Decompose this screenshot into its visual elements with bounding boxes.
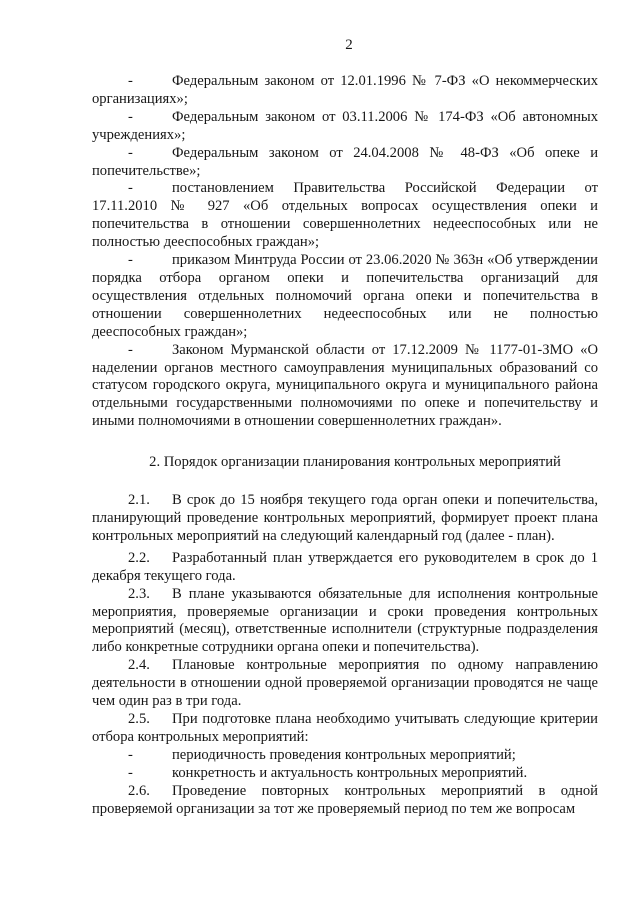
list-dash: - [128,764,133,781]
clause-text: В срок до 15 ноября текущего года орган опеки и попечительства, планирующий проведение контрольных мероприятий, формирует проект плана контрольных мероприятий на следующий календарный год (далее - план). [92,492,598,544]
list-item-text: приказом Минтруда России от 23.06.2020 № 363н «Об утверждении порядка отбора органом опеки и попечительства организаций для осуществления отдельных полномочий органа опеки и попечительства в отношении совершеннолетних недееспособных или не полностью дееспособных граждан»; [92,252,598,340]
clause-text: Разработанный план утверждается его руководителем в срок до 1 декабря текущего года. [92,549,598,584]
list-dash: - [128,746,133,763]
list-item-text: Федеральным законом от 12.01.1996 № 7-ФЗ «О некоммерческих организациях»; [92,73,598,107]
list-item-text: Федеральным законом от 24.04.2008 № 48-ФЗ «Об опеке и попечительстве»; [92,144,598,179]
list-item [92,73,598,109]
clauses [92,492,598,818]
list-dash: - [128,144,133,161]
list-item [92,180,598,252]
clause [92,550,598,586]
list-dash: - [128,252,133,269]
clause [92,492,598,546]
clause-text: Плановые контрольные мероприятия по одному направлению деятельности в отношении одной проверяемой организации проводятся не чаще чем один раз в три года. [92,657,598,710]
list-dash: - [128,108,133,125]
clause-text: При подготовке плана необходимо учитывать следующие критерии отбора контрольных мероприятий: [92,711,598,745]
legal-basis-list [92,73,598,431]
clause-number: 2.1. [128,492,150,509]
list-item [92,342,598,432]
list-item-text: Законом Мурманской области от 17.12.2009 № 1177-01-ЗМО «О наделении органов местного самоуправления муниципальных образований со статусом городского округа, муниципального округа и муниципального района отдельными государственными полномочиями по опеке и попечительству и иными полномочиями в отношении совершеннолетних граждан». [92,341,598,430]
clause [92,586,598,658]
clause-number: 2.5. [128,711,150,727]
list-item-text: постановлением Правительства Российской Федерации от 17.11.2010 № 927 «Об отдельных вопросах осуществления опеки и попечительства в отношении совершеннолетних недееспособных или не полностью дееспособных граждан»; [92,180,598,251]
clause-number: 2.2. [128,549,150,566]
list-dash: - [128,341,133,358]
criteria-item-text: периодичность проведения контрольных мероприятий; [172,746,516,763]
clause [92,783,598,819]
clause [92,657,598,711]
list-dash: - [128,180,133,197]
clause-text: Проведение повторных контрольных мероприятий в одной проверяемой организации за тот же проверяемый период по тем же вопросам [92,782,598,817]
clause-number: 2.4. [128,657,150,674]
section-heading: 2. Порядок организации планирования контрольных мероприятий [149,454,561,471]
list-item-text: Федеральным законом от 03.11.2006 № 174-ФЗ «Об автономных учреждениях»; [92,108,598,143]
page-number: 2 [345,37,353,53]
clause [92,711,598,747]
list-item [92,109,598,145]
list-item [92,145,598,181]
clause-text: В плане указываются обязательные для исполнения контрольные мероприятия, проверяемые организации и сроки проведения контрольных мероприятий (месяц), ответственные исполнители (структурные подразделения либо конкретные сотрудники органа опеки и попечительства). [92,585,598,656]
list-item [92,252,598,342]
list-dash: - [128,73,133,89]
clause-number: 2.3. [128,585,150,602]
criteria-item [92,747,598,765]
criteria-item-text: конкретность и актуальность контрольных мероприятий. [172,764,528,781]
criteria-item [92,765,598,783]
clause-number: 2.6. [128,782,150,799]
